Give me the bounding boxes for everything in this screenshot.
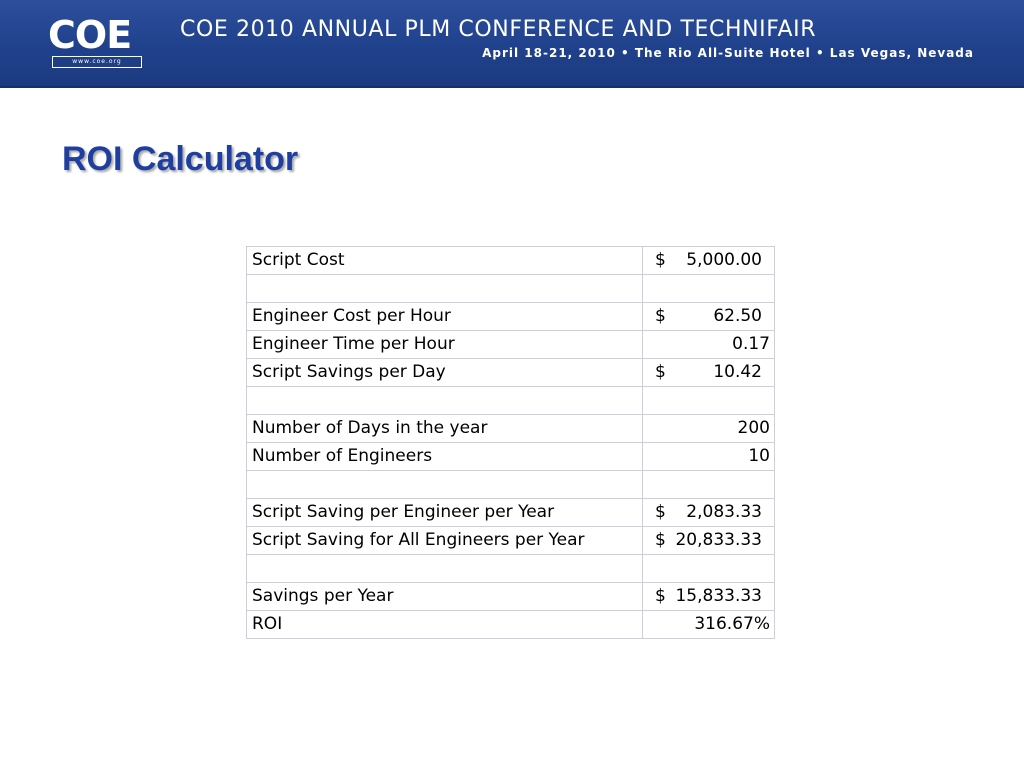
table-row: [247, 359, 775, 387]
label-cell: [247, 359, 643, 387]
value-cell: [643, 387, 775, 415]
table-row: [247, 583, 775, 611]
table-row-blank: [247, 387, 775, 415]
value-cell: [643, 471, 775, 499]
value-cell: [643, 275, 775, 303]
label-cell: [247, 303, 643, 331]
label-cell: [247, 583, 643, 611]
label-cell: [247, 387, 643, 415]
row-label: Script Savings per Day: [252, 362, 446, 382]
label-cell: [247, 527, 643, 555]
conference-title: COE 2010 ANNUAL PLM CONFERENCE AND TECHNIFAIR: [180, 17, 817, 42]
table-row: [247, 443, 775, 471]
row-label: Script Cost: [252, 250, 345, 270]
row-value: 0.17: [732, 334, 770, 354]
currency-symbol: $: [655, 306, 666, 326]
logo-subtext: www.coe.org: [52, 56, 142, 68]
row-label: ROI: [252, 614, 283, 634]
currency-symbol: $: [655, 530, 666, 550]
value-cell: [643, 443, 775, 471]
header-banner: [0, 0, 1024, 88]
value-cell: [643, 415, 775, 443]
row-value: 10: [748, 446, 770, 466]
value-cell: [643, 555, 775, 583]
row-label: Number of Days in the year: [252, 418, 488, 438]
row-label: Script Saving per Engineer per Year: [252, 502, 555, 522]
value-cell: [643, 331, 775, 359]
currency-symbol: $: [655, 502, 666, 522]
table-row: [247, 303, 775, 331]
table-row-blank: [247, 555, 775, 583]
row-label: Savings per Year: [252, 586, 394, 606]
table-row: [247, 415, 775, 443]
label-cell: [247, 415, 643, 443]
value-cell: [643, 527, 775, 555]
label-cell: [247, 275, 643, 303]
value-cell: [643, 303, 775, 331]
table-row: [247, 499, 775, 527]
row-value: 15,833.33: [675, 586, 762, 606]
logo-text: COE: [48, 13, 132, 57]
coe-logo: [48, 14, 144, 66]
table-row: [247, 331, 775, 359]
currency-symbol: $: [655, 586, 666, 606]
value-cell: [643, 359, 775, 387]
row-label: Engineer Time per Hour: [252, 334, 455, 354]
label-cell: [247, 443, 643, 471]
label-cell: [247, 331, 643, 359]
row-value: 20,833.33: [675, 530, 762, 550]
row-value: 316.67%: [694, 614, 770, 634]
label-cell: [247, 471, 643, 499]
row-label: Script Saving for All Engineers per Year: [252, 530, 585, 550]
table-row-blank: [247, 275, 775, 303]
value-cell: [643, 611, 775, 639]
row-value: 10.42: [713, 362, 762, 382]
label-cell: [247, 611, 643, 639]
row-label: Number of Engineers: [252, 446, 433, 466]
row-value: 200: [737, 418, 770, 438]
table-row: [247, 611, 775, 639]
roi-table: [246, 246, 775, 639]
currency-symbol: $: [655, 362, 666, 382]
table-row: [247, 527, 775, 555]
row-label: Engineer Cost per Hour: [252, 306, 451, 326]
value-cell: [643, 583, 775, 611]
page-title: ROI Calculator: [62, 140, 299, 178]
label-cell: [247, 499, 643, 527]
row-value: 5,000.00: [686, 250, 762, 270]
conference-details: April 18-21, 2010 • The Rio All-Suite Hotel • Las Vegas, Nevada: [482, 46, 974, 60]
row-value: 62.50: [713, 306, 762, 326]
value-cell: [643, 499, 775, 527]
table-row-blank: [247, 471, 775, 499]
label-cell: [247, 555, 643, 583]
label-cell: [247, 247, 643, 275]
currency-symbol: $: [655, 250, 666, 270]
table-row: [247, 247, 775, 275]
row-value: 2,083.33: [686, 502, 762, 522]
value-cell: [643, 247, 775, 275]
